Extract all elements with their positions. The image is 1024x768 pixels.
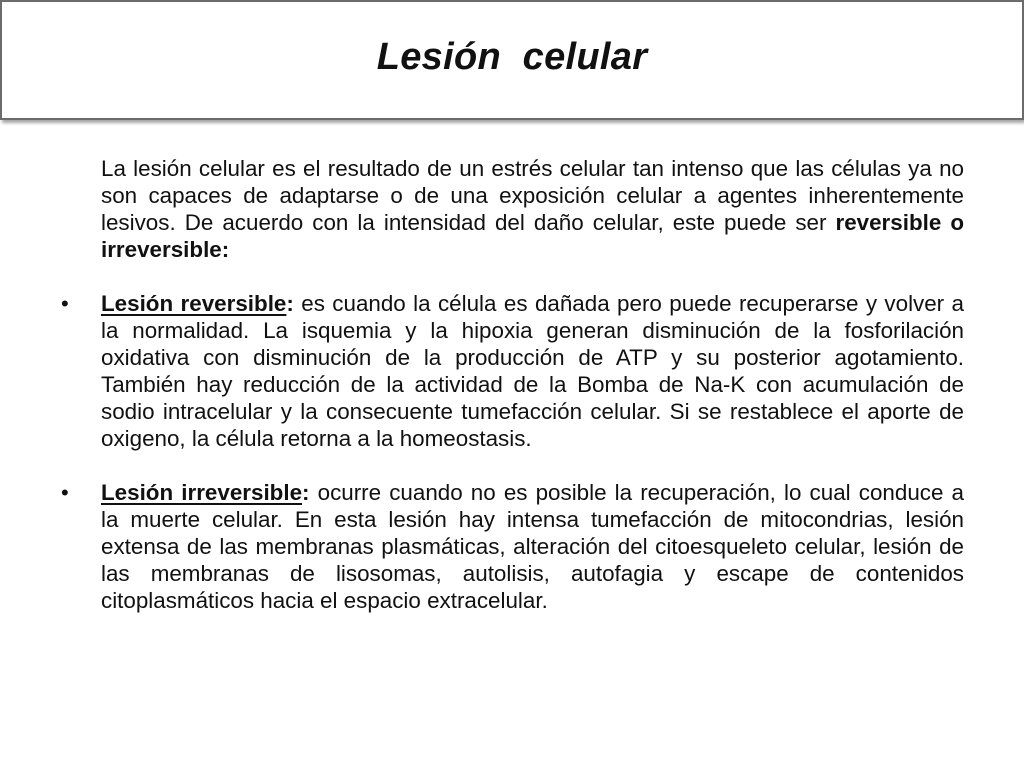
term-colon: :	[286, 291, 294, 316]
title-box	[0, 0, 1024, 120]
bullet-dot-icon: •	[61, 480, 69, 505]
bullet-reversible	[61, 290, 964, 452]
bullet-text-reversible: es cuando la célula es dañada pero puede recuperarse y volver a la normalidad. La isquemia y la hipoxia generan disminución de la fosforilación oxidativa con disminución de la producción de ATP y su posterior agotamiento. También hay reducción de la actividad de la Bomba de Na-K con acumulación de sodio intracelular y la consecuente tumefacción celular. Si se restablece el aporte de oxigeno, la célula retorna a la homeostasis.	[101, 291, 964, 451]
term-irreversible: Lesión irreversible	[101, 480, 303, 505]
term-reversible: Lesión reversible	[101, 291, 287, 316]
bullet-dot-icon: •	[61, 291, 69, 316]
slide-title: Lesión celular	[376, 35, 648, 78]
intro-emphasis: reversible o irreversible:	[101, 210, 964, 262]
intro-text: La lesión celular es el resultado de un estrés celular tan intenso que las células ya no son capaces de adaptarse o de una exposición celular a agentes inherentemente lesivos. De acuerdo con la intensidad del daño celular, este puede ser	[101, 156, 964, 235]
bullet-irreversible	[61, 479, 964, 614]
intro-paragraph	[101, 155, 964, 263]
term-colon: :	[302, 480, 310, 505]
bullet-text-irreversible: ocurre cuando no es posible la recuperación, lo cual conduce a la muerte celular. En esta lesión hay intensa tumefacción de mitocondrias, lesión extensa de las membranas plasmáticas, alteración del citoesqueleto celular, lesión de las membranas de lisosomas, autolisis, autofagia y escape de contenidos citoplasmáticos hacia el espacio extracelular.	[101, 480, 964, 613]
slide-content	[61, 155, 964, 636]
